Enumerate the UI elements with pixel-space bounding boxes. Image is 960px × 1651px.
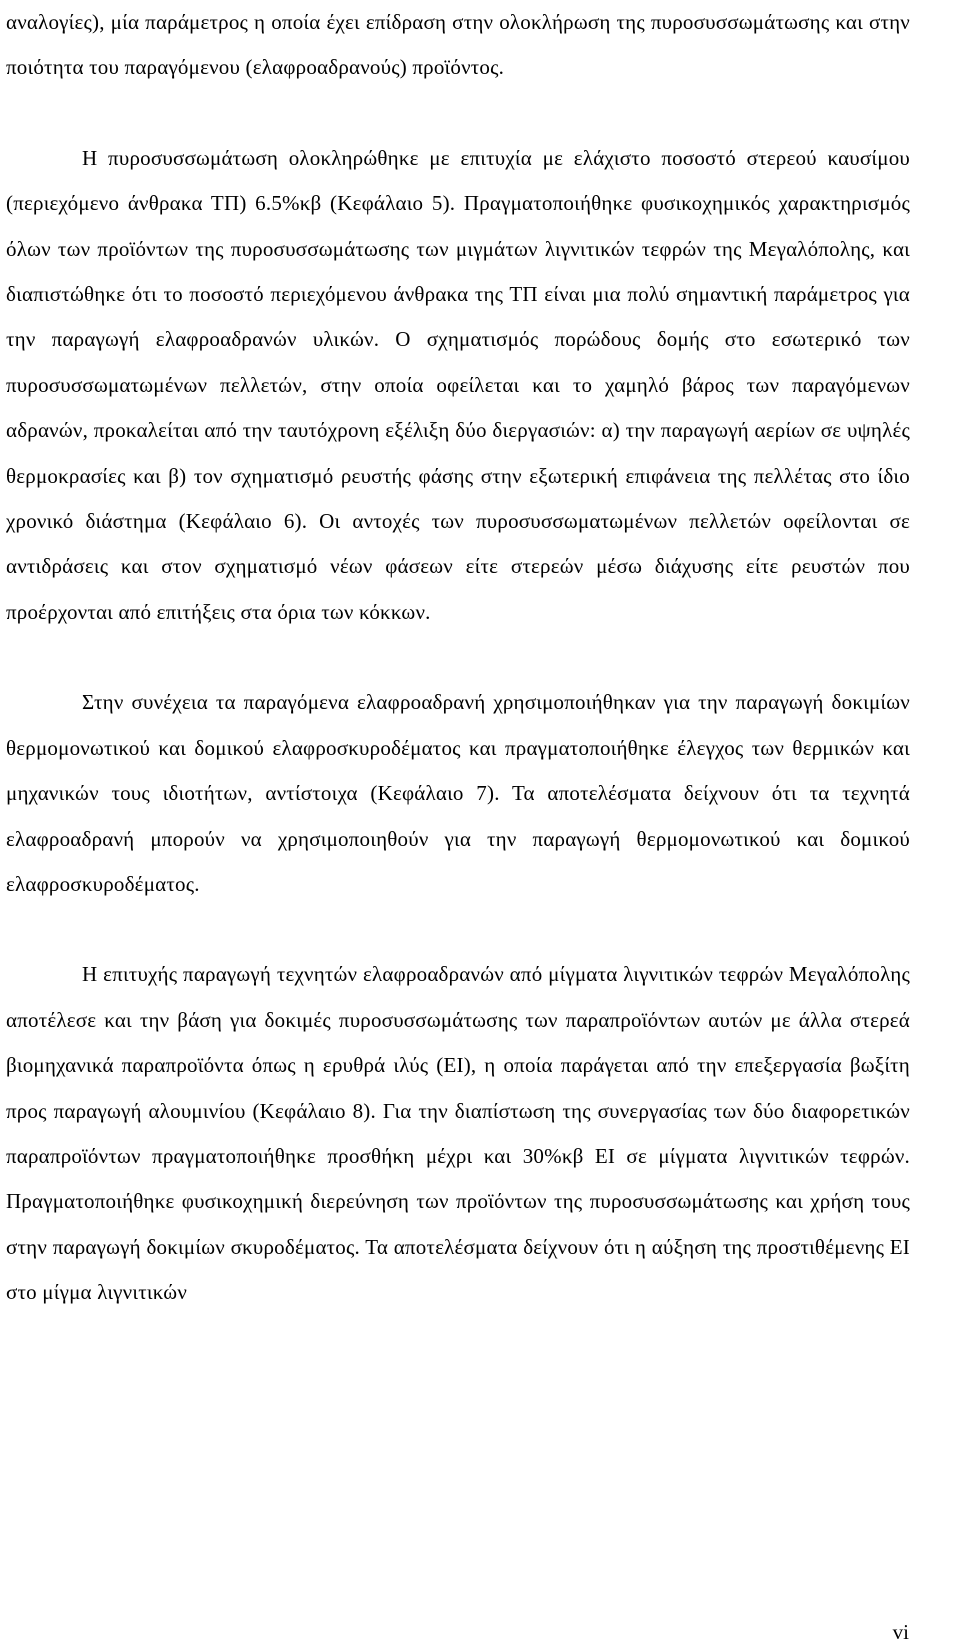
paragraph-spacer [6, 907, 910, 952]
paragraph-sintering-results: Η πυροσυσσωμάτωση ολοκληρώθηκε με επιτυχία με ελάχιστο ποσοστό στερεού καυσίμου (περιεχόμενο άνθρακα ΤΠ) 6.5%κβ (Κεφάλαιο 5). Πραγματοποιήθηκε φυσικοχημικός χαρακτηρισμός όλων των προϊόντων της πυροσυσσωμάτωσης των μιγμάτων λιγνιτικών τεφρών της Μεγαλόπολης, και διαπιστώθηκε ότι το ποσοστό περιεχόμενου άνθρακα της ΤΠ είναι μια πολύ σημαντική παράμετρος για την παραγωγή ελαφροαδρανών υλικών. Ο σχηματισμός πορώδους δομής στο εσωτερικό των πυροσυσσωματωμένων πελλετών, στην οποία οφείλεται και το χαμηλό βάρος των παραγόμενων αδρανών, προκαλείται από την ταυτόχρονη εξέλιξη δύο διεργασιών: α) την παραγωγή αερίων σε υψηλές θερμοκρασίες και β) τον σχηματισμό ρευστής φάσης στην εξωτερική επιφάνεια της πελλέτας στο ίδιο χρονικό διάστημα (Κεφάλαιο 6). Οι αντοχές των πυροσυσσωματωμένων πελλετών οφείλονται σε αντιδράσεις και στον σχηματισμό νέων φάσεων είτε στερεών μέσω διάχυσης είτε ρευστών που προέρχονται από επιτήξεις στα όρια των κόκκων. [6, 145, 910, 624]
paragraph-lightweight-concrete: Στην συνέχεια τα παραγόμενα ελαφροαδρανή χρησιμοποιήθηκαν για την παραγωγή δοκιμίων θερμομονωτικού και δομικού ελαφροσκυροδέματος και πραγματοποιήθηκε έλεγχος των θερμικών και μηχανικών τους ιδιοτήτων, αντίστοιχα (Κεφάλαιο 7). Τα αποτελέσματα δείχνουν ότι τα τεχνητά ελαφροαδρανή μπορούν να χρησιμοποιηθούν για την παραγωγή θερμομονωτικού και δομικού ελαφροσκυροδέματος. [6, 690, 910, 896]
paragraph-continuation: αναλογίες), μία παράμετρος η οποία έχει επίδραση στην ολοκλήρωση της πυροσυσσωμάτωσης και στην ποιότητα του παραγόμενου (ελαφροαδρανούς) προϊόντος. [6, 10, 910, 80]
paragraph-spacer [6, 635, 910, 680]
document-page [6, 0, 910, 1316]
page-number: vi [892, 1620, 909, 1644]
paragraph-spacer [6, 91, 910, 136]
paragraph-red-mud: Η επιτυχής παραγωγή τεχνητών ελαφροαδρανών από μίγματα λιγνιτικών τεφρών Μεγαλόπολης αποτέλεσε και την βάση για δοκιμές πυροσυσσωμάτωσης των παραπροϊόντων αυτών με άλλα στερεά βιομηχανικά παραπροϊόντα όπως η ερυθρά ιλύς (ΕΙ), η οποία παράγεται από την επεξεργασία βωξίτη προς παραγωγή αλουμινίου (Κεφάλαιο 8). Για την διαπίστωση της συνεργασίας των δύο διαφορετικών παραπροϊόντων πραγματοποιήθηκε προσθήκη μέχρι και 30%κβ ΕΙ σε μίγματα λιγνιτικών τεφρών. Πραγματοποιήθηκε φυσικοχημική διερεύνηση των προϊόντων της πυροσυσσωμάτωσης και χρήση τους στην παραγωγή δοκιμίων σκυροδέματος. Τα αποτελέσματα δείχνουν ότι η αύξηση της προστιθέμενης ΕΙ στο μίγμα λιγνιτικών [6, 962, 910, 1305]
